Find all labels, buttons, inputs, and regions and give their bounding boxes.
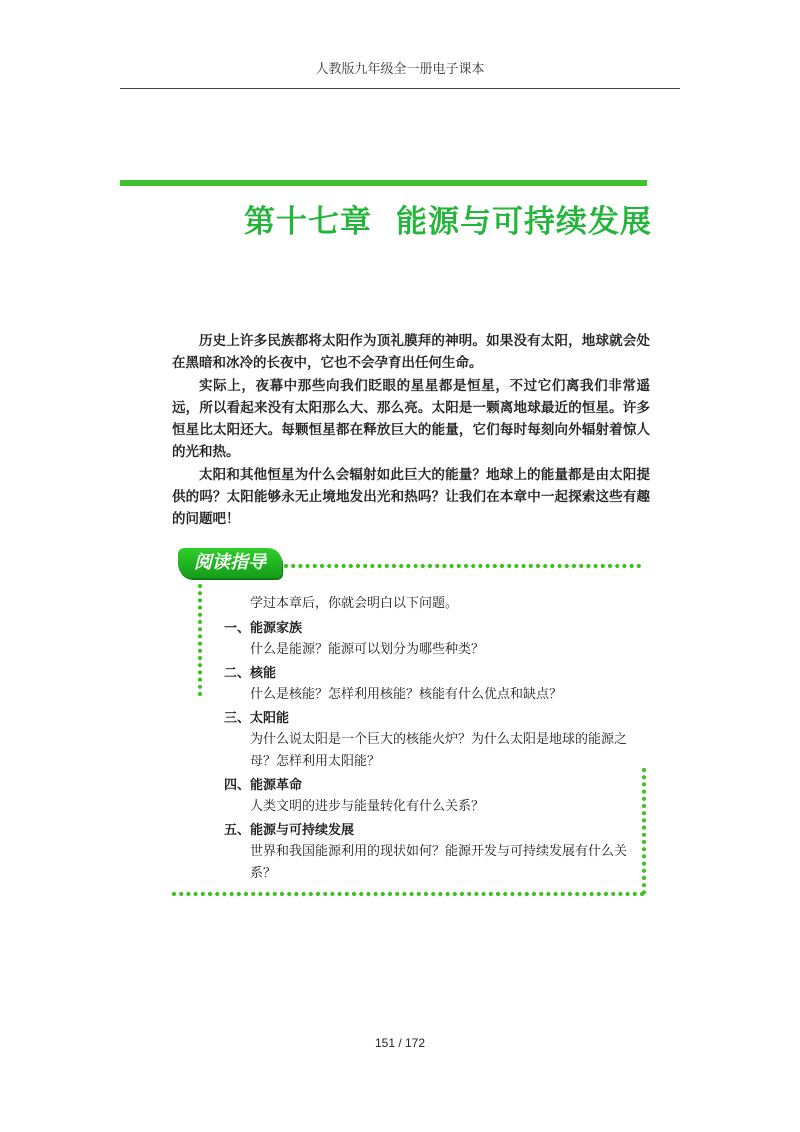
border-dot	[198, 670, 202, 674]
border-dot	[642, 840, 646, 844]
guide-item-title: 能源家族	[250, 621, 303, 636]
border-dot	[309, 892, 313, 896]
border-dot	[554, 892, 558, 896]
border-dot	[198, 613, 202, 617]
border-dot	[464, 564, 468, 568]
border-dot	[522, 564, 526, 568]
border-dot	[291, 564, 295, 568]
border-dot	[410, 892, 414, 896]
border-dot	[565, 564, 569, 568]
border-dot	[385, 564, 389, 568]
border-dot	[601, 564, 605, 568]
guide-item-heading	[224, 619, 634, 639]
border-dot	[642, 862, 646, 866]
border-dot	[352, 892, 356, 896]
intro-text	[172, 330, 650, 531]
border-dot	[198, 649, 202, 653]
border-dot	[198, 598, 202, 602]
guide-item	[224, 821, 634, 885]
border-dot	[493, 564, 497, 568]
border-dot	[575, 892, 579, 896]
guide-item	[224, 776, 634, 818]
border-dot	[349, 564, 353, 568]
guide-item-title: 能源革命	[250, 778, 303, 793]
guide-item-title: 太阳能	[250, 711, 290, 726]
border-dot	[306, 564, 310, 568]
border-dot	[266, 892, 270, 896]
border-dot	[198, 620, 202, 624]
guide-item-question: 人类文明的进步与能量转化有什么关系？	[250, 799, 485, 814]
border-dot	[198, 692, 202, 696]
border-dot	[198, 678, 202, 682]
guide-item-title: 核能	[250, 666, 277, 681]
intro-paragraph: 太阳和其他恒星为什么会辐射如此巨大的能量？地球上的能量都是由太阳提供的吗？太阳能够永无止境地发出光和热吗？让我们在本章中一起探索这些有趣的问题吧！	[172, 467, 650, 527]
reading-guide-box	[172, 548, 652, 900]
border-dot	[482, 892, 486, 896]
border-dot	[399, 564, 403, 568]
border-dot	[251, 892, 255, 896]
border-dot	[642, 833, 646, 837]
border-dot	[500, 564, 504, 568]
border-dot	[467, 892, 471, 896]
border-dot	[428, 564, 432, 568]
guide-item	[224, 709, 634, 773]
border-dot	[633, 892, 637, 896]
border-dot	[273, 892, 277, 896]
border-dot	[198, 642, 202, 646]
border-dot	[392, 564, 396, 568]
border-dot	[546, 892, 550, 896]
guide-item-title: 能源与可持续发展	[250, 823, 355, 838]
border-dot	[284, 564, 288, 568]
border-dot	[198, 584, 202, 588]
guide-item-index: 二、	[224, 666, 251, 681]
border-dot	[338, 892, 342, 896]
border-dot	[435, 564, 439, 568]
guide-item-index: 四、	[224, 778, 251, 793]
guide-item-question: 为什么说太阳是一个巨大的核能火炉？为什么太阳是地球的能源之母？怎样利用太阳能？	[250, 732, 628, 769]
border-dot	[313, 564, 317, 568]
border-dot	[642, 797, 646, 801]
border-dot	[642, 790, 646, 794]
border-dot	[525, 892, 529, 896]
border-dot	[582, 892, 586, 896]
border-dot	[446, 892, 450, 896]
border-dot	[198, 685, 202, 689]
border-dot	[294, 892, 298, 896]
border-dot	[186, 892, 190, 896]
border-dot	[230, 892, 234, 896]
border-dot	[280, 892, 284, 896]
border-dot	[287, 892, 291, 896]
border-dot	[222, 892, 226, 896]
border-dot	[453, 892, 457, 896]
intro-paragraph: 实际上，夜幕中那些向我们眨眼的星星都是恒星，不过它们离我们非常遥远，所以看起来没有太阳那么大、那么亮。太阳是一颗离地球最近的恒星。许多恒星比太阳还大。每颗恒星都在释放巨大的能量，它们每时每刻向外辐射着惊人的光和热。	[172, 378, 650, 460]
border-dot	[406, 564, 410, 568]
border-dot	[642, 883, 646, 887]
border-dot	[395, 892, 399, 896]
border-dot	[642, 782, 646, 786]
border-dot	[626, 892, 630, 896]
border-dot	[215, 892, 219, 896]
border-dot	[381, 892, 385, 896]
border-dot	[590, 892, 594, 896]
border-dot	[622, 564, 626, 568]
border-dot	[198, 634, 202, 638]
border-dot	[378, 564, 382, 568]
guide-lead: 学过本章后，你就会明白以下问题。	[250, 596, 459, 611]
border-dot	[198, 591, 202, 595]
border-dot	[642, 854, 646, 858]
border-dot	[421, 564, 425, 568]
border-dot	[642, 811, 646, 815]
border-dot	[539, 892, 543, 896]
border-dot	[460, 892, 464, 896]
guide-item-heading	[224, 664, 634, 684]
border-dot	[514, 564, 518, 568]
chapter-title: 能源与可持续发展	[396, 204, 652, 240]
border-dot	[363, 564, 367, 568]
border-dot	[640, 892, 644, 896]
guide-item-question: 什么是能源？能源可以划分为哪些种类？	[250, 642, 485, 657]
border-dot	[572, 564, 576, 568]
border-dot	[402, 892, 406, 896]
border-dot	[342, 564, 346, 568]
border-dot	[630, 564, 634, 568]
border-dot	[561, 892, 565, 896]
border-dot	[586, 564, 590, 568]
border-dot	[604, 892, 608, 896]
border-dot	[642, 826, 646, 830]
border-dot	[496, 892, 500, 896]
border-dot	[486, 564, 490, 568]
guide-item-question: 世界和我国能源利用的现状如何？能源开发与可持续发展有什么关系？	[250, 844, 628, 881]
border-dot	[642, 847, 646, 851]
border-dot	[637, 564, 641, 568]
page-number: 151 / 172	[374, 1036, 426, 1050]
border-dot	[370, 564, 374, 568]
border-dot	[198, 606, 202, 610]
guide-item-heading	[224, 709, 634, 729]
border-dot	[345, 892, 349, 896]
border-dot	[244, 892, 248, 896]
guide-item	[224, 664, 634, 706]
border-dot	[320, 564, 324, 568]
border-dot	[198, 663, 202, 667]
border-dot	[327, 564, 331, 568]
border-dot	[237, 892, 241, 896]
border-dot	[615, 564, 619, 568]
chapter-heading	[236, 196, 652, 241]
border-dot	[642, 869, 646, 873]
page-header: 人教版九年级全一册电子课本	[315, 62, 485, 77]
border-dot	[302, 892, 306, 896]
guide-item-heading	[224, 821, 634, 841]
border-dot	[518, 892, 522, 896]
guide-item-index: 三、	[224, 711, 251, 726]
border-dot	[179, 892, 183, 896]
border-dot	[359, 892, 363, 896]
border-dot	[642, 804, 646, 808]
chapter-bar	[120, 180, 647, 186]
border-dot	[507, 564, 511, 568]
guide-item-question: 什么是核能？怎样利用核能？核能有什么优点和缺点？	[250, 687, 563, 702]
border-dot	[208, 892, 212, 896]
border-dot	[198, 656, 202, 660]
border-dot	[388, 892, 392, 896]
border-dot	[457, 564, 461, 568]
chapter-number: 第十七章	[244, 204, 372, 240]
border-dot	[594, 564, 598, 568]
border-dot	[597, 892, 601, 896]
border-dot	[536, 564, 540, 568]
border-dot	[356, 564, 360, 568]
border-dot	[330, 892, 334, 896]
border-dot	[642, 768, 646, 772]
border-dot	[550, 564, 554, 568]
guide-item	[224, 619, 634, 661]
header-rule	[120, 88, 680, 89]
border-dot	[334, 564, 338, 568]
border-dot	[258, 892, 262, 896]
border-dot	[532, 892, 536, 896]
border-dot	[201, 892, 205, 896]
border-dot	[642, 818, 646, 822]
border-dot	[543, 564, 547, 568]
border-dot	[510, 892, 514, 896]
border-dot	[198, 627, 202, 631]
border-dot	[618, 892, 622, 896]
border-dot	[316, 892, 320, 896]
border-dot	[503, 892, 507, 896]
border-dot	[558, 564, 562, 568]
border-dot	[414, 564, 418, 568]
border-dot	[489, 892, 493, 896]
border-dot	[366, 892, 370, 896]
guide-item-heading	[224, 776, 634, 796]
border-dot	[298, 564, 302, 568]
border-dot	[450, 564, 454, 568]
border-dot	[579, 564, 583, 568]
border-dot	[442, 564, 446, 568]
border-dot	[431, 892, 435, 896]
reading-guide-badge: 阅读指导	[178, 548, 282, 578]
border-dot	[471, 564, 475, 568]
border-dot	[529, 564, 533, 568]
border-dot	[172, 892, 176, 896]
border-dot	[417, 892, 421, 896]
border-dot	[323, 892, 327, 896]
border-dot	[478, 564, 482, 568]
border-dot	[424, 892, 428, 896]
border-dot	[642, 775, 646, 779]
guide-item-index: 一、	[224, 621, 251, 636]
border-dot	[374, 892, 378, 896]
guide-item-index: 五、	[224, 823, 251, 838]
intro-paragraph: 历史上许多民族都将太阳作为顶礼膜拜的神明。如果没有太阳，地球就会处在黑暗和冰冷的长夜中，它也不会孕育出任何生命。	[172, 333, 650, 371]
border-dot	[474, 892, 478, 896]
border-dot	[194, 892, 198, 896]
border-dot	[642, 876, 646, 880]
border-dot	[438, 892, 442, 896]
border-dot	[568, 892, 572, 896]
border-dot	[611, 892, 615, 896]
border-dot	[608, 564, 612, 568]
guide-content	[224, 594, 634, 888]
